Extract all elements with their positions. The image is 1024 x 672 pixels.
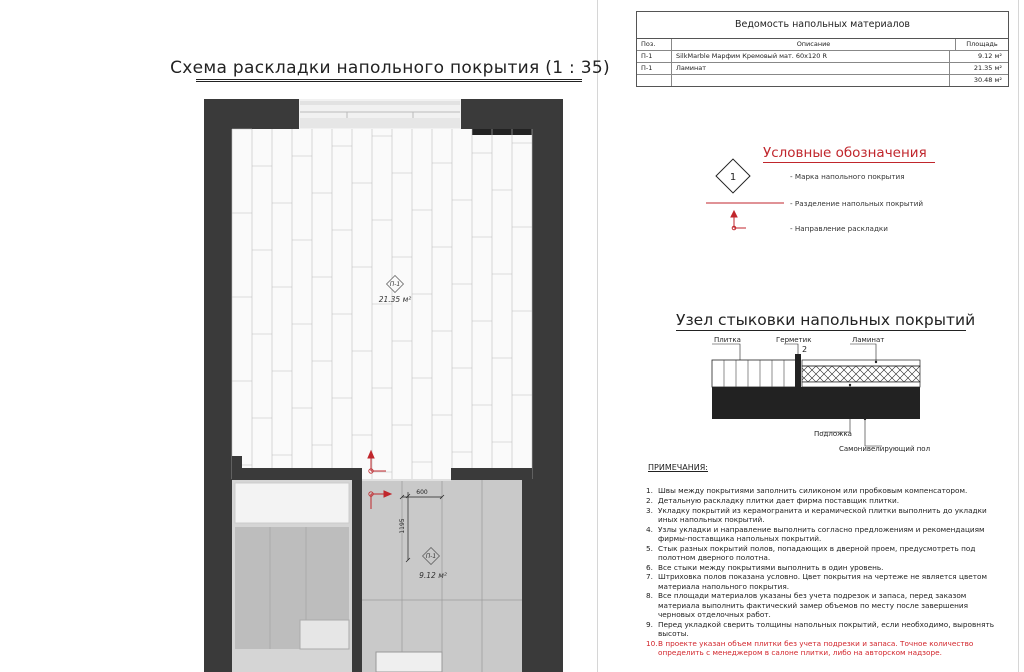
label-underlay: Подложка [814,430,852,438]
note-item: 4. Узлы укладки и направление выполнить согласно предложениям и рекомендациям фирмы-поставщика напольных покрытий. [646,524,985,543]
label-gap: 2 [802,345,808,354]
table-header-row [637,39,1008,51]
legend-item-mark: - Марка напольного покрытия [790,172,905,181]
label-screed: Самонивелирующий пол [839,445,931,453]
header-desc: Описание [672,39,956,50]
plan-title: Схема раскладки напольного покрытия (1 : 35) [170,58,610,78]
cell-desc: Ламинат [672,63,950,74]
table-total-row [637,75,1008,86]
note-item-warning: 10. В проекте указан объем плитки без учета подрезки и запаса. Точное количество определить с менеджером в салоне плитки, либо на авторском надзоре. [646,638,974,657]
label-tile: Плитка [714,336,741,344]
notes-title: ПРИМЕЧАНИЯ: [648,463,708,472]
bath-step [300,620,349,649]
tile-area-label: 9.12 м² [419,571,447,580]
note-item: 2. Детальную раскладку плитки дает фирма поставщик плитки. [646,495,900,505]
laminate-mark-label: П-1 [389,281,401,288]
cell-pos [637,75,672,86]
radiator [472,129,532,135]
cell-pos: П-1 [637,63,672,74]
note-item: 5. Стык разных покрытий полов, попадающих в дверной проем, предусмотреть под полотном дверного полотна. [646,543,976,562]
laminate-layer [802,366,920,382]
legend-direction-arrow [731,211,746,230]
built-in-cabinet [235,483,349,523]
note-item: 6. Все стыки между покрытиями выполнить в один уровень. [646,562,884,572]
table-title: Ведомость напольных материалов [637,12,1008,39]
window [299,99,461,129]
dimension-width-label: 600 [416,489,428,496]
tile-mark-label: П-1 [425,553,437,560]
cell-area: 21.35 м² [973,64,1002,72]
note-item: 9. Перед укладкой сверить толщины напольных покрытий, если необходимо, выровнять высоты. [646,619,995,638]
materials-table [636,11,1009,87]
header-pos: Поз. [637,39,672,50]
section-title: Узел стыковки напольных покрытий [676,311,976,329]
door-opening [376,652,442,672]
legend-title: Условные обозначения [763,145,927,161]
cell-total-area: 30.48 м² [973,76,1002,84]
label-laminate: Ламинат [852,336,885,344]
cell-area: 9.12 м² [977,52,1002,60]
legend-marker-number: 1 [729,172,737,183]
legend-item-direction: - Направление раскладки [790,224,888,233]
table-row [637,63,1008,75]
cell-desc: SilkMarble Марфим Кремовый мат. 60х120 R [672,51,950,62]
screed-layer [712,387,920,419]
sheet-frame-line [1018,0,1019,672]
dimension-height-label: 1195 [399,518,406,534]
section-detail [700,330,940,460]
note-item: 7. Штриховка полов показана условно. Цвет покрытия на чертеже не является цветом материала напольного покрытия. [646,572,987,591]
underlay-layer [802,382,920,387]
laminate-area-label: 21.35 м² [378,295,412,304]
note-item: 8. Все площади материалов указаны без учета подрезок и запаса, перед заказом материала выполнить фактический замер объемов по месту после завершения черновых отделочных работ. [646,591,968,619]
sealant-joint [795,354,801,387]
note-item: 1. Швы между покрытиями заполнить силиконом или пробковым компенсатором. [646,486,968,495]
cell-desc [672,75,950,86]
header-area: Площадь [966,40,998,48]
legend-symbols [700,150,790,240]
laminate-top [802,360,920,366]
tile-layer [712,360,800,387]
notes-list [646,486,1002,658]
note-item: 3. Укладку покрытий из керамогранита и керамической плитки выполнить до укладки иных напольных покрытий. [646,505,987,524]
cell-pos: П-1 [637,51,672,62]
table-row [637,51,1008,63]
label-sealant: Герметик [776,336,812,344]
legend-item-divider: - Разделение напольных покрытий [790,199,924,208]
